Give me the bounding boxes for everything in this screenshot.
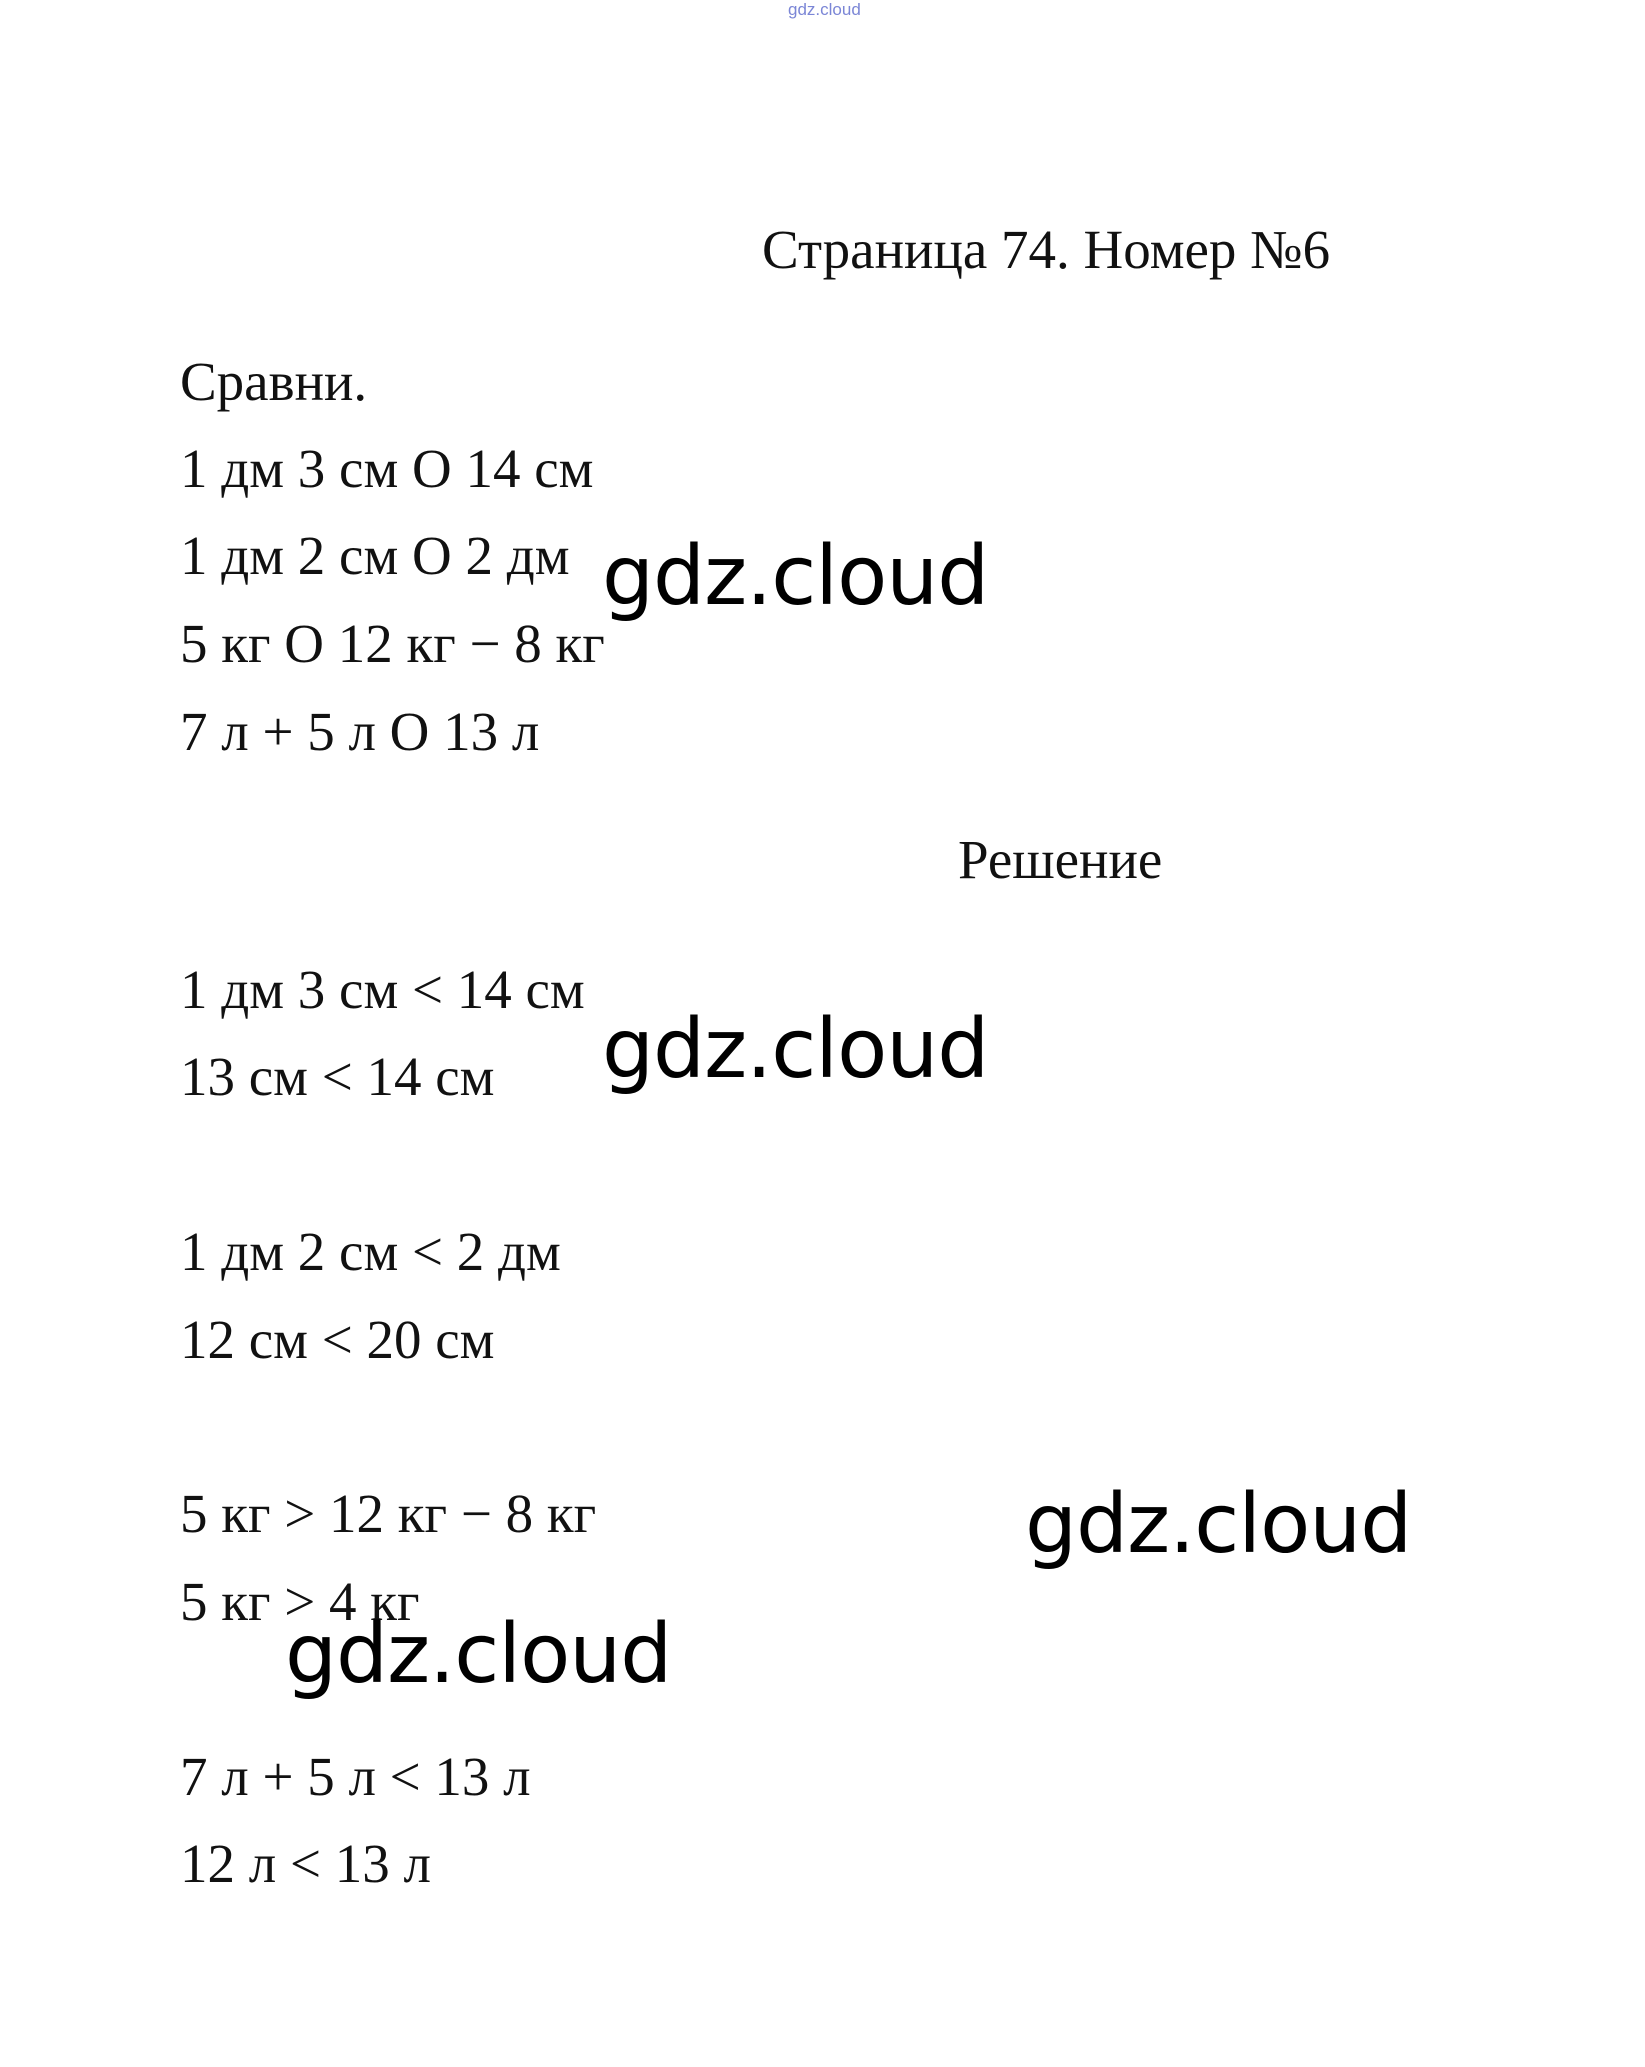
watermark: gdz.cloud: [602, 1002, 989, 1097]
task-item: 5 кг О 12 кг − 8 кг: [180, 613, 605, 674]
task-item: 1 дм 2 см О 2 дм: [180, 525, 570, 586]
solution-line: 1 дм 2 см < 2 дм: [180, 1221, 561, 1282]
task-item: 1 дм 3 см О 14 см: [180, 438, 594, 499]
watermark: gdz.cloud: [285, 1607, 672, 1702]
solution-line: 5 кг > 12 кг − 8 кг: [180, 1483, 597, 1544]
page-title: Страница 74. Номер №6: [762, 219, 1331, 280]
solution-line: 13 см < 14 см: [180, 1046, 495, 1107]
site-mark: gdz.cloud: [788, 0, 861, 19]
solution-line: 7 л + 5 л < 13 л: [180, 1746, 531, 1807]
watermark: gdz.cloud: [602, 529, 989, 624]
task-label: Сравни.: [180, 351, 368, 412]
solution-line: 12 л < 13 л: [180, 1833, 431, 1894]
solution-heading: Решение: [958, 829, 1163, 890]
solution-line: 1 дм 3 см < 14 см: [180, 959, 585, 1020]
task-item: 7 л + 5 л О 13 л: [180, 701, 540, 762]
solution-line: 12 см < 20 см: [180, 1309, 495, 1370]
watermark: gdz.cloud: [1025, 1477, 1412, 1572]
solution-line: 5 кг > 4 кг: [180, 1571, 420, 1632]
